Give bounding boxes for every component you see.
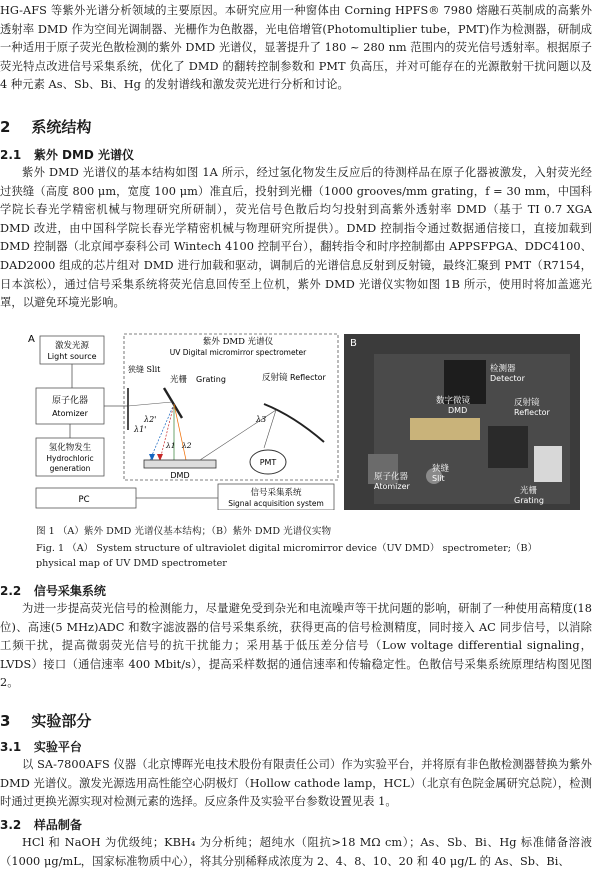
- figure-1a-diagram: [24, 330, 342, 510]
- dmd-part: [410, 418, 480, 440]
- subsection-title: 实验平台: [33, 740, 82, 754]
- grating-mark: [164, 388, 182, 418]
- light-source-label-cn: 激发光源: [54, 341, 90, 351]
- paragraph-2-1: 紫外 DMD 光谱仪的基本结构如图 1A 所示，经过氢化物发生反应后的待测样品在原子化器被激发，入射荧光经过狭缝（高度 800 μm，宽度 100 μm）准直后，投射到光栅（1000 grooves/mm grating，f = 30 mm，中国科学院长春光学精密机械与物理研究所研制），荧光信号色散后均匀投射到高紫外透射率 DMD（基于 TI 0.7 XGA DMD 改进，由中国科学院长春光学精密机械与物理研究所提供）。DMD 控制指令通过数据通信接口，直接加载到 DMD 控制器（北京闻亭泰科公司 Wintech 4100 控制平台），翻转指令和时序控制都由 APPSFPGA、DDC4100、DAD2000 组成的芯片组对 DMD 进行加载和驱动，调制后的光谱信息反射到反射镜，最终汇聚到 PMT（R7154，日本滨松），通过信号采集系统将荧光信息回传至上位机，紫外 DMD 光谱仪实物如图 1B 所示，使用时将加盖遮光罩，以避免环境光影响。: [0, 166, 592, 310]
- spectrometer-label-en: UV Digital micromirror spectrometer: [169, 348, 307, 357]
- signal-label-cn: 信号采集系统: [250, 488, 302, 498]
- light-source-label-en: Light source: [47, 352, 97, 361]
- panel-b-tag: B: [350, 338, 357, 349]
- figure-1-caption-en: Fig. 1 （A） System structure of ultraviolet digital micromirror device（UV DMD） spectrometer;（B） physical map of UV DMD spectrometer: [36, 543, 538, 569]
- figure-1b-photo: [344, 334, 580, 510]
- reflector-label-en-b: Reflector: [514, 408, 550, 417]
- slit-label-en-b: Slit: [432, 474, 445, 483]
- ray-slit-grating: [128, 402, 172, 406]
- reflector-label-cn: 反射镜: [262, 373, 288, 383]
- reflector-part: [488, 426, 528, 468]
- hydrochloric-label-en: Hydrochloric: [46, 454, 94, 463]
- subsection-title: 样品制备: [33, 818, 82, 832]
- lambda1p-label: λ1': [134, 425, 147, 434]
- lambda2-label: λ2: [182, 441, 192, 450]
- pmt-label: PMT: [259, 458, 277, 467]
- subsection-number: 3.1: [0, 740, 22, 754]
- hydrochloric-label-cn: 氢化物发生: [48, 443, 92, 453]
- subsection-title: 信号采集系统: [33, 584, 106, 598]
- subsection-heading-2-1: [0, 146, 134, 163]
- grating-part: [534, 446, 562, 482]
- hydrochloric-label-en2: generation: [49, 464, 91, 473]
- intro-paragraph: HG-AFS 等紫外光谱分析领域的主要原因。本研究应用一种窗体由 Corning HPFS® 7980 熔融石英制成的高紫外透射率 DMD 作为空间光调制器、光栅作为色散器，光电倍增管(Photomultiplier tube，PMT)作为检测器，研制成一种适用于原子荧光色散检测的紫外 DMD 光谱仪，显著提升了 180 ~ 280 nm 范围内的荧光信号透射率。根据原子荧光特点改进信号采集系统，优化了 DMD 的翻转控制参数和 PMT 负高压，并对可能存在的光源散射干扰问题以及 4 种元素 As、Sb、Bi、Hg 的发射谱线和激发荧光进行分析和讨论。: [0, 4, 592, 92]
- paragraph-2-2: 为进一步提高荧光信号的检测能力，尽量避免受到杂光和电流噪声等干扰问题的影响，研制了一种使用高精度(18 位)、高速(5 MHz)ADC 和数字滤波器的信号采集系统，获得更高的信号检测精度，同时接入 AC 同步信号，以消除工频干扰，提高微弱荧光信号的抗干扰能力；采用基于低压差分信号（Low voltage differential signaling，LVDS）接口（通信速率 400 Mbit/s），提高采样数据的通信速率和传输稳定性。色散信号采集系统原理结构图见图 2。: [0, 602, 592, 690]
- figure-1-caption-cn: 图 1 （A）紫外 DMD 光谱仪基本结构；（B）紫外 DMD 光谱仪实物: [36, 526, 332, 537]
- section-number: 2: [0, 118, 11, 136]
- atomizer-label-en-b: Atomizer: [374, 482, 410, 491]
- lambda1-label: λ1: [166, 441, 176, 450]
- subsection-heading-2-2: [0, 582, 106, 599]
- reflector-label-cn-b: 反射镜: [514, 398, 540, 408]
- dmd-label: DMD: [170, 471, 190, 480]
- subsection-number: 2.1: [0, 148, 22, 162]
- grating-label-cn: 光栅: [170, 375, 188, 385]
- lambda3-label: λ3: [256, 415, 267, 424]
- subsection-number: 2.2: [0, 584, 22, 598]
- panel-a-tag: A: [28, 334, 35, 345]
- dmd-label-cn: 数字微镜: [436, 396, 471, 406]
- paragraph-3-2: HCl 和 NaOH 为优级纯；KBH₄ 为分析纯；超纯水（阻抗>18 MΩ cm）；As、Sb、Bi、Hg 标准储备溶液（1000 μg/mL，国家标准物质中心），将其分别稀释成浓度为 2、4、8、10、20 和 40 μg/L 的 As、Sb、Bi、: [0, 836, 592, 868]
- slit-label: 狭缝 Slit: [128, 365, 161, 374]
- section-heading-2: [0, 116, 91, 137]
- atomizer-label-cn: 原子化器: [51, 396, 89, 406]
- section-title: 实验部分: [31, 712, 92, 730]
- grating-label-cn-b: 光栅: [520, 486, 538, 496]
- atomizer-box: [36, 388, 104, 424]
- signal-label-en: Signal acquisition system: [228, 499, 324, 508]
- reflector-label-en: Reflector: [290, 373, 326, 382]
- reflector-mark: [264, 404, 324, 442]
- detector-label-en: Detector: [490, 374, 525, 383]
- detector-label-cn: 检测器: [490, 364, 516, 374]
- slit-label-cn-b: 狭缝: [432, 464, 450, 474]
- section-heading-3: [0, 710, 91, 731]
- atomizer-label-en: Atomizer: [52, 409, 88, 418]
- grating-label-en: Grating: [196, 375, 226, 384]
- dmd-block: [144, 460, 216, 468]
- subsection-number: 3.2: [0, 818, 22, 832]
- subsection-title: 紫外 DMD 光谱仪: [33, 148, 135, 162]
- paragraph-3-1: 以 SA-7800AFS 仪器（北京博晖光电技术股份有限责任公司）作为实验平台，并将原有非色散检测器替换为紫外 DMD 光谱仪。激发光源选用高性能空心阴极灯（Hollow cathode lamp，HCL）（北京有色院金属研究总院），检测时通过更换光源实现对检测元素的选择。反应条件及实验平台参数设置见表 1。: [0, 758, 592, 809]
- subsection-heading-3-2: [0, 816, 82, 833]
- section-number: 3: [0, 712, 11, 730]
- pc-label: PC: [78, 495, 90, 505]
- atomizer-label-cn-b: 原子化器: [374, 472, 409, 482]
- spectrometer-label-cn: 紫外 DMD 光谱仪: [202, 337, 274, 347]
- grating-label-en-b: Grating: [514, 496, 544, 505]
- section-title: 系统结构: [31, 118, 92, 136]
- ray-lambda2p: [160, 404, 174, 460]
- dmd-label-en: DMD: [448, 406, 468, 415]
- lambda2p-label: λ2': [144, 415, 157, 424]
- subsection-heading-3-1: [0, 738, 82, 755]
